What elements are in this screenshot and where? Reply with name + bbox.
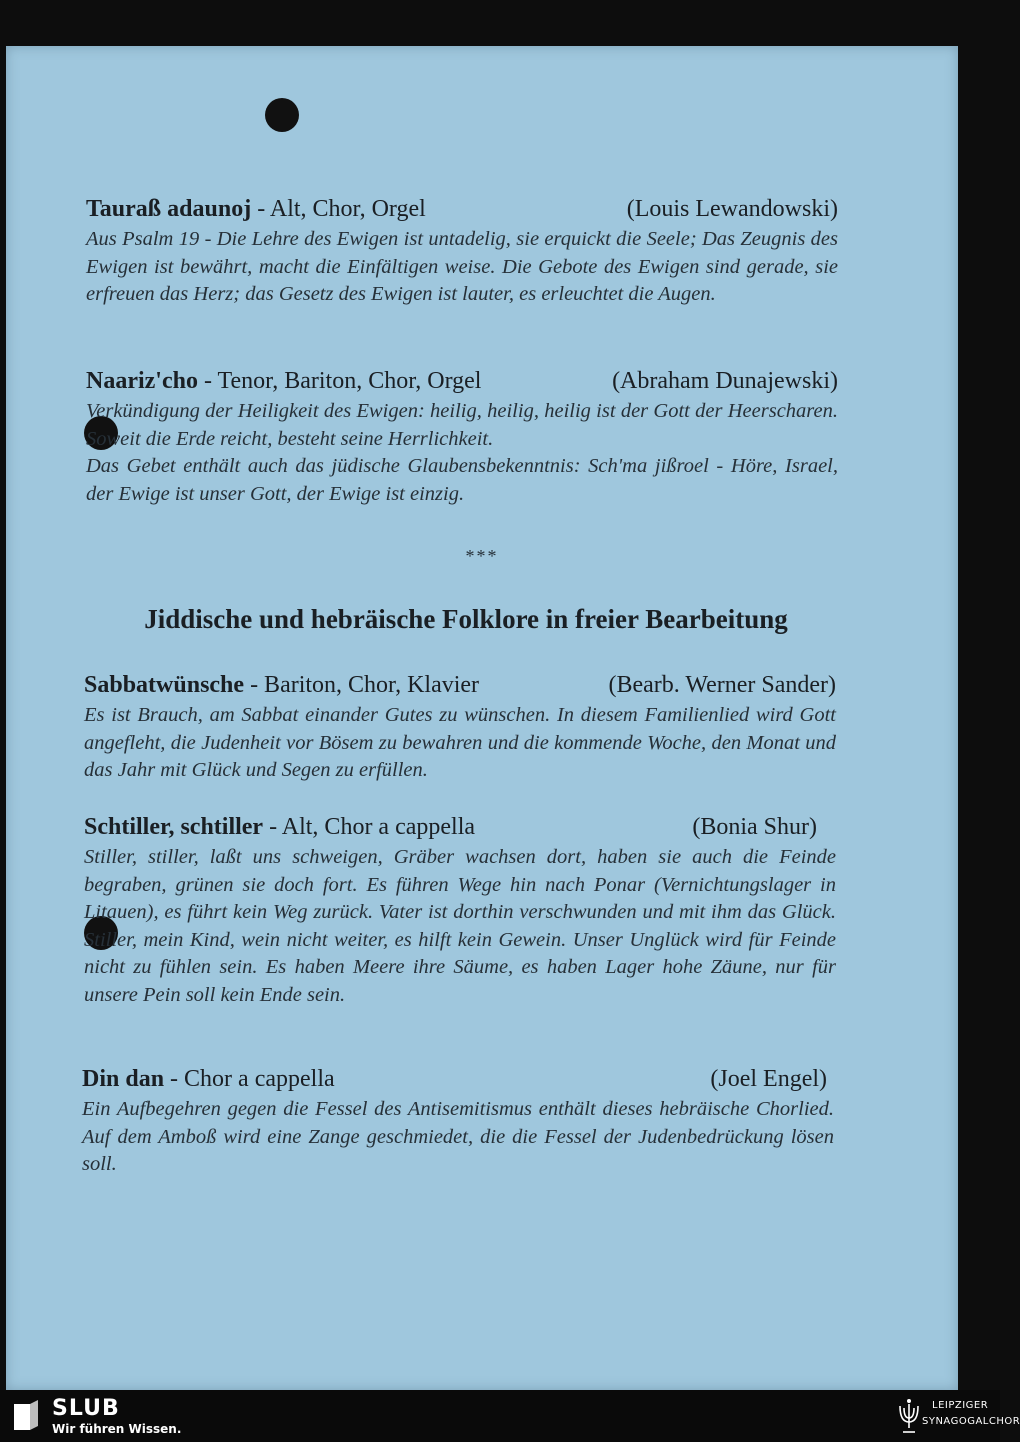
library-name: SLUB [52,1396,120,1421]
piece-title: Naariz'cho [86,368,198,394]
entry-header [86,194,838,224]
menorah-icon [896,1396,922,1436]
piece-composer: (Joel Engel) [710,1066,827,1092]
program-entry [82,1064,834,1179]
piece-scoring: - Chor a cappella [164,1066,335,1092]
piece-description: Stiller, stiller, laßt uns schweigen, Gräber wachsen dort, haben sie auch die Feinde begraben, grünen sie doch fort. Es führen Wege hin nach Ponar (Vernichtungslager in Litauen), es führt kein Weg zurück. Vater ist dorthin verschwunden und mit ihm das Glück. Stiller, mein Kind, wein nicht weiter, es hilft kein Gewein. Unser Unglück wird für Feinde nicht zu fühlen sein. Es haben Meere ihre Säume, es haben Lager hohe Zäune, nur für unsere Pein soll kein Ende sein. [84,846,836,1006]
piece-description: Aus Psalm 19 - Die Lehre des Ewigen ist untadelig, sie erquickt die Seele; Das Zeugnis des Ewigen ist bewährt, macht die Einfältigen weise. Die Gebote des Ewigen sind gerade, sie erfreuen das Herz; das Gesetz des Ewigen ist lauter, es erleuchtet die Augen. [86,228,838,305]
piece-title: Tauraß adaunoj [86,196,252,222]
program-entry [86,194,838,309]
choir-name-line1: LEIPZIGER [932,1400,989,1411]
separator: *** [465,546,499,566]
entry-heading [84,670,479,700]
piece-scoring: - Bariton, Chor, Klavier [244,672,480,698]
piece-title: Sabbatwünsche [84,672,245,698]
piece-description: Es ist Brauch, am Sabbat einander Gutes zu wünschen. In diesem Familienlied wird Gott angefleht, die Judenheit vor Bösem zu bewahren und die kommende Woche, den Monat und das Jahr mit Glück und Segen zu erfüllen. [84,704,836,781]
piece-composer: (Bearb. Werner Sander) [608,672,836,698]
footer-bar [0,1390,1020,1442]
slub-logo-icon [14,1400,38,1430]
piece-title: Schtiller, schtiller [84,814,264,840]
piece-scoring: - Alt, Chor, Orgel [251,196,426,222]
choir-name-line2: SYNAGOGALCHOR [922,1416,1020,1427]
piece-description: Verkündigung der Heiligkeit des Ewigen: heilig, heilig, heilig ist der Gott der Heerscharen. Soweit die Erde reicht, besteht seine Herrlichkeit. [86,400,838,450]
program-entry [86,366,838,508]
program-page [6,46,958,1390]
entry-header [82,1064,827,1094]
piece-composer: (Abraham Dunajewski) [612,368,838,394]
piece-description-continued: Das Gebet enthält auch das jüdische Glaubensbekenntnis: Sch'ma jißroel - Höre, Israel, der Ewige ist unser Gott, der Ewige ist einzig. [86,455,838,505]
program-entry [84,812,836,1009]
piece-composer: (Bonia Shur) [692,814,817,840]
entry-heading [82,1064,335,1094]
entry-header [84,670,836,700]
piece-scoring: - Tenor, Bariton, Chor, Orgel [197,368,482,394]
punch-hole-top [265,98,299,132]
piece-title: Din dan [82,1066,165,1092]
program-entry [84,670,836,785]
entry-header [84,812,817,842]
entry-heading [84,812,475,842]
entry-header [86,366,838,396]
piece-composer: (Louis Lewandowski) [626,196,838,222]
section-heading: Jiddische und hebräische Folklore in freier Bearbeitung [144,604,788,634]
piece-scoring: - Alt, Chor a cappella [263,814,476,840]
piece-description: Ein Aufbegehren gegen die Fessel des Antisemitismus enthält dieses hebräische Chorlied. Auf dem Amboß wird eine Zange geschmiedet, die die Fessel der Judenbedrückung lösen soll. [82,1098,834,1175]
entry-heading [86,366,481,396]
entry-heading [86,194,426,224]
library-claim: Wir führen Wissen. [52,1422,182,1436]
